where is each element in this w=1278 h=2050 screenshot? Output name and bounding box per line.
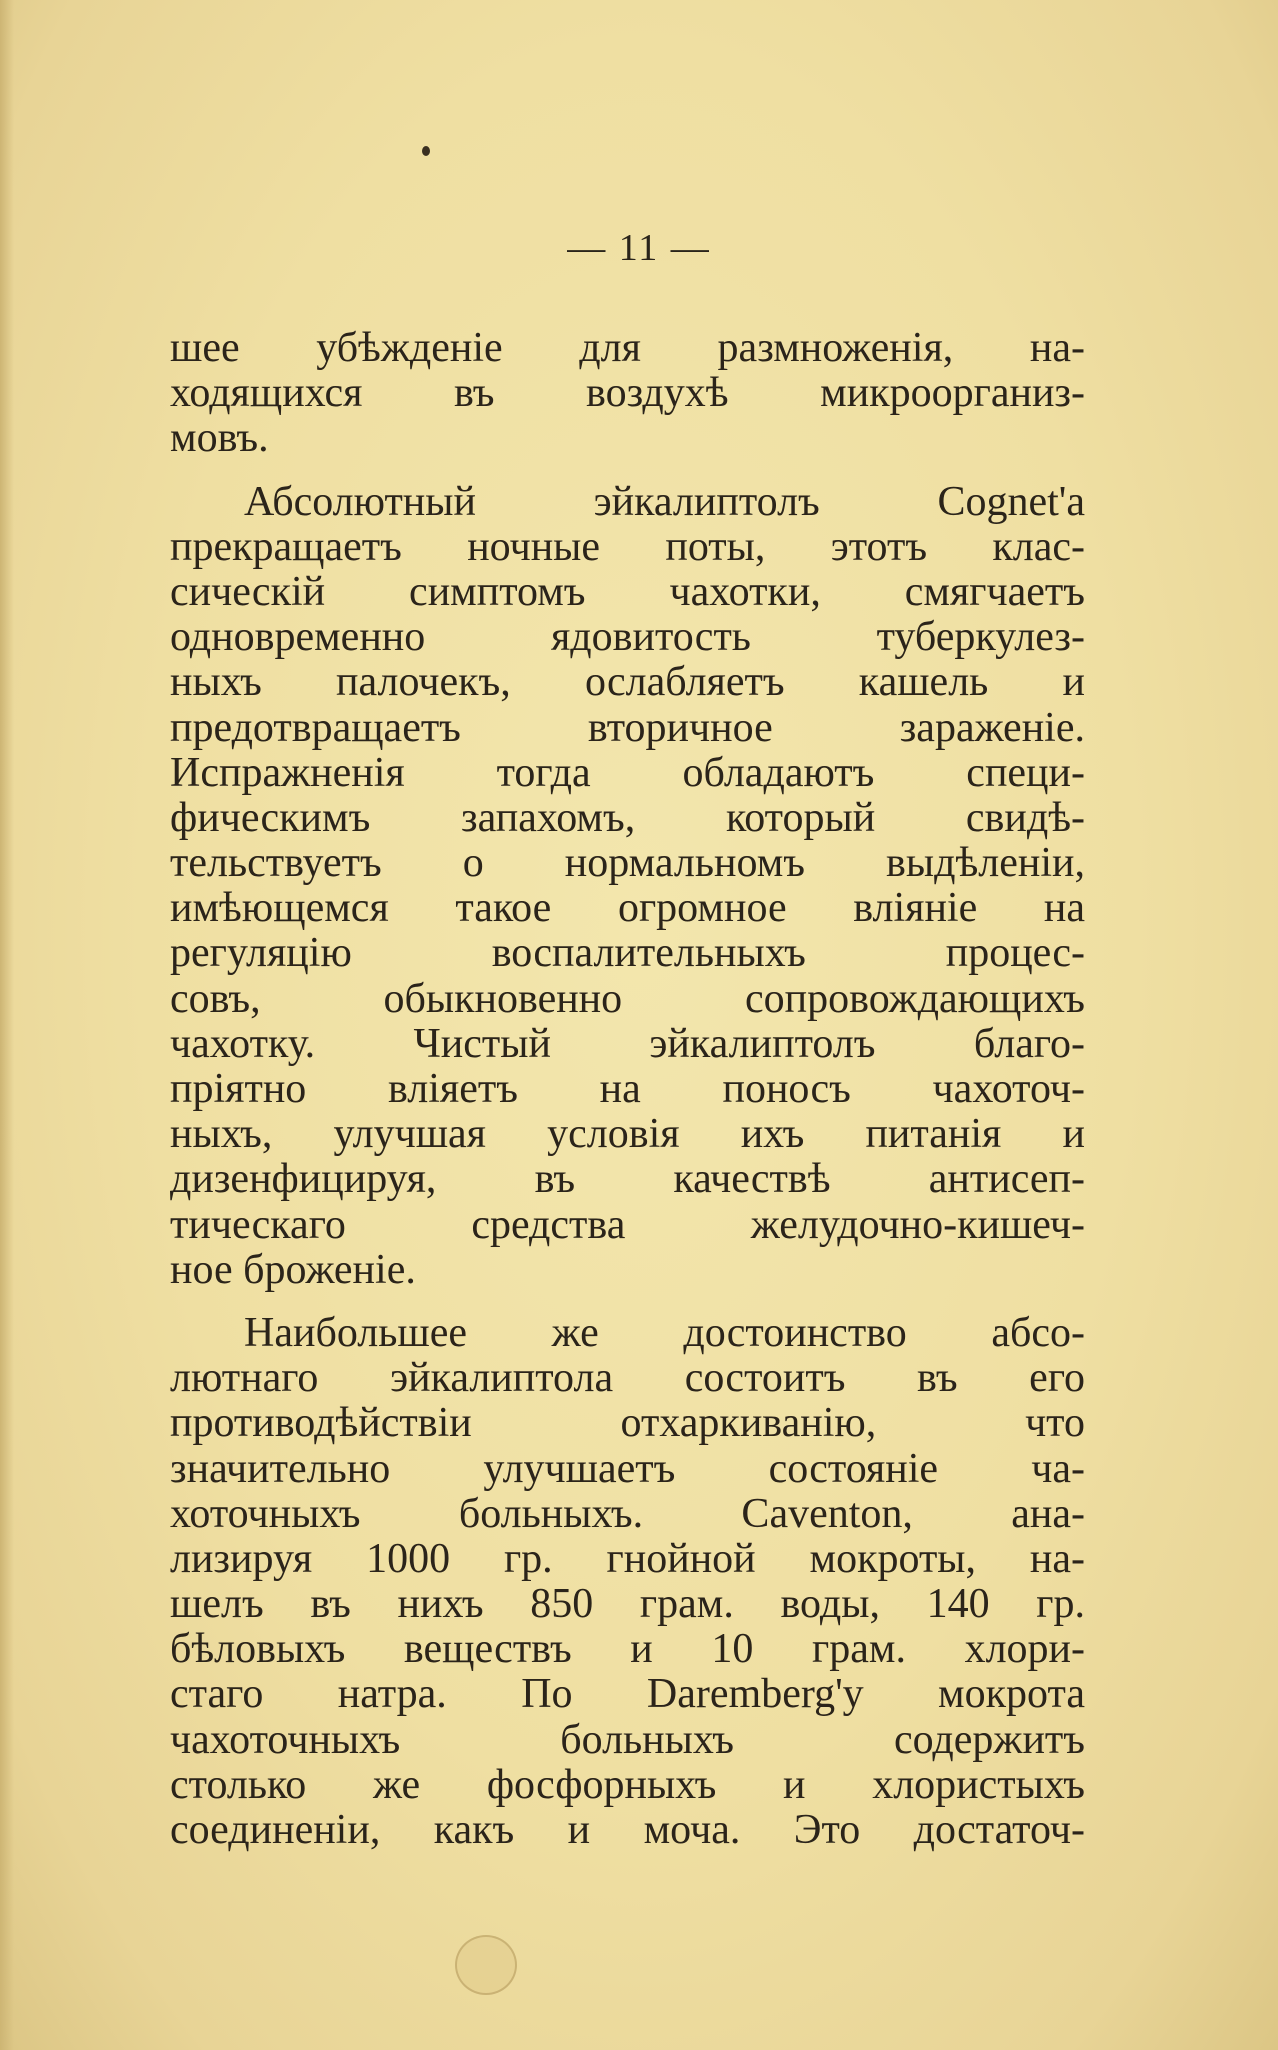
text-line: хоточныхъ больныхъ. Caventon, ана- [170,1490,1085,1537]
text-line: дизенфицируя, въ качествѣ антисеп- [170,1156,1085,1203]
text-line: совъ, обыкновенно сопровождающихъ [170,975,1085,1022]
text-line: Испражненія тогда обладаютъ специ- [170,749,1085,796]
text-line: стаго натра. По Daremberg'у мокрота [170,1671,1085,1718]
text-line: значительно улучшаетъ состояніе ча- [170,1445,1085,1492]
text-line: соединеніи, какъ и моча. Это достаточ- [170,1807,1085,1853]
text-line: ходящихся въ воздухѣ микроорганиз- [170,370,1085,417]
text-line: мовъ. [170,415,269,462]
ink-spot [422,146,430,156]
text-line: лютнаго эйкалиптола состоитъ въ его [170,1355,1085,1402]
text-line: противодѣйствіи отхаркиванію, что [170,1400,1085,1447]
paragraph-2 [170,480,1085,1293]
text-line: тельствуетъ о нормальномъ выдѣленіи, [170,840,1085,887]
paragraph-1 [170,326,1085,462]
paragraph-3 [170,1311,1085,1853]
text-line: ное броженіе. [170,1246,416,1293]
text-line: бѣловыхъ веществъ и 10 грам. хлори- [170,1626,1085,1673]
text-line: шелъ въ нихъ 850 грам. воды, 140 гр. [170,1581,1085,1628]
text-line: шее убѣжденіе для размноженія, на- [170,325,1085,371]
text-line: ныхъ, улучшая условія ихъ питанія и [170,1111,1085,1158]
text-line: сическій симптомъ чахотки, смягчаетъ [170,568,1085,615]
text-line: Наибольшее же достоинство абсо- [244,1309,1085,1356]
text-line: прекращаетъ ночные поты, этотъ клас- [170,523,1085,570]
text-line: столько же фосфорныхъ и хлористыхъ [170,1761,1085,1808]
body-text [170,326,1085,1853]
page-number: — 11 — [567,227,711,269]
page-edge-shadow [0,0,14,2050]
text-line: регуляцію воспалительныхъ процес- [170,930,1085,977]
text-line: имѣющемся такое огромное вліяніе на [170,885,1085,932]
text-line: тическаго средства желудочно-кишеч- [170,1201,1085,1248]
text-line: одновременно ядовитость туберкулез- [170,614,1085,661]
text-line: предотвращаетъ вторичное зараженіе. [170,704,1085,751]
text-line: чахоточныхъ больныхъ содержитъ [170,1716,1085,1763]
text-line: чахотку. Чистый эйкалиптолъ благо- [170,1020,1085,1067]
text-line: фическимъ запахомъ, который свидѣ- [170,794,1085,841]
text-line: пріятно вліяетъ на поносъ чахоточ- [170,1066,1085,1112]
text-line: лизируя 1000 гр. гнойной мокроты, на- [170,1535,1085,1582]
text-line: Абсолютный эйкалиптолъ Cognet'a [244,478,1085,525]
paper-stain [455,1935,517,1995]
text-line: ныхъ палочекъ, ослабляетъ кашель и [170,659,1085,706]
